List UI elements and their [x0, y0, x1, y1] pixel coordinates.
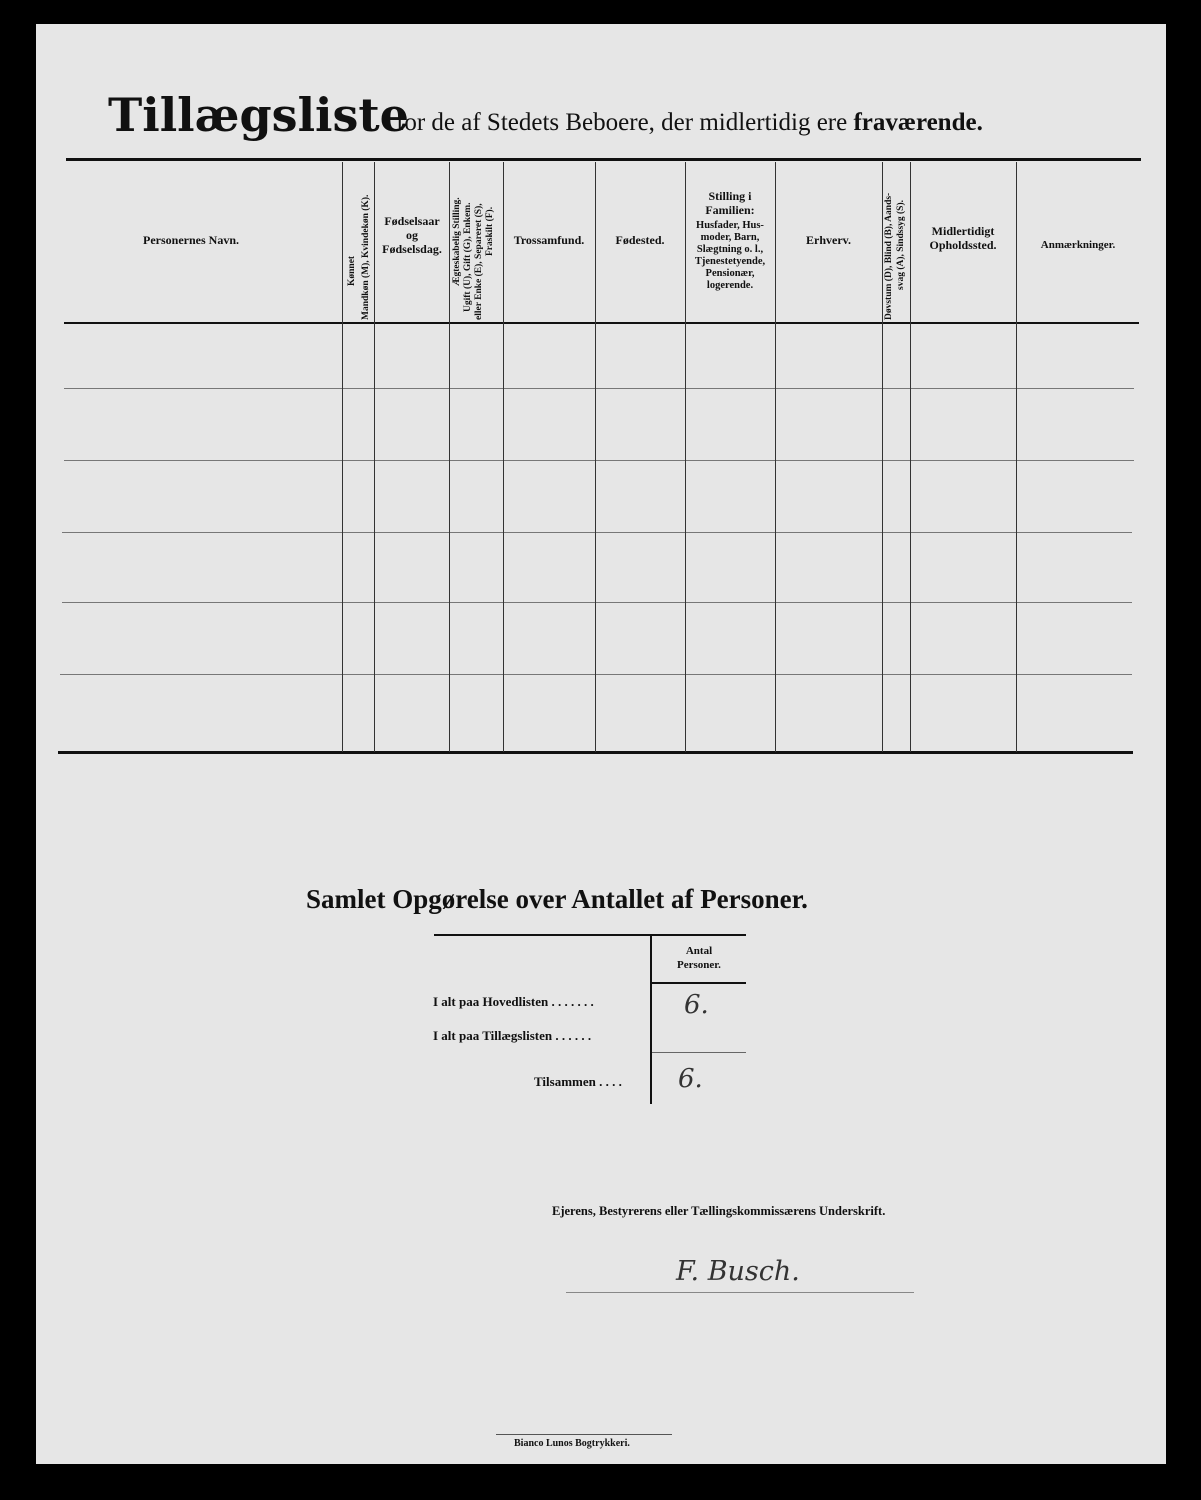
row-line [64, 388, 1134, 389]
summary-subtotal-rule [652, 1052, 746, 1053]
column-divider [882, 162, 883, 752]
col-header-aegt-title: Ægteskabelig Stilling. [452, 197, 462, 286]
col-header-ophold-line: Midlertidigt [931, 224, 995, 238]
census-form-page [36, 24, 1166, 1464]
summary-row-label-hovedlisten: I alt paa Hovedlisten . . . . . . . [433, 994, 594, 1009]
column-divider [910, 162, 911, 752]
summary-col-header [652, 944, 746, 972]
form-subtitle-bold: fraværende. [853, 109, 983, 136]
col-header-navn: Personernes Navn. [143, 233, 239, 247]
row-line [60, 674, 1132, 675]
col-header-foedsel-line: Fødselsaar [384, 214, 440, 228]
col-header-tros: Trossamfund. [513, 233, 585, 247]
col-header-stilling-subline: logerende. [706, 280, 754, 291]
column-divider [503, 162, 504, 752]
col-header-stilling-subline: Slægtning o. l., [696, 244, 764, 255]
col-header-ophold [912, 224, 1014, 252]
form-subtitle [396, 109, 983, 137]
summary-col-header-line: Antal [685, 945, 713, 957]
col-header-stilling-subline: Pensionær, [705, 268, 755, 279]
signature-label: Ejerens, Bestyrerens eller Tællingskommissærens Underskrift. [552, 1204, 886, 1218]
column-divider [595, 162, 596, 752]
col-header-stilling-subline: moder, Barn, [700, 232, 760, 243]
summary-top-rule [434, 934, 746, 936]
column-divider [342, 162, 343, 752]
col-header-stilling [686, 189, 774, 292]
col-header-anm: Anmærkninger. [1040, 239, 1116, 251]
col-header-ophold-line: Opholdssted. [929, 238, 997, 252]
summary-value-hovedlisten: 6. [684, 990, 709, 1020]
summary-row-label-tilsammen: Tilsammen . . . . [534, 1074, 622, 1089]
summary-col-header-line: Personer. [677, 959, 721, 971]
table-header-rule [64, 322, 1139, 324]
col-header-koen: Kønnet [347, 255, 357, 286]
col-header-aegt-line: Fraskilt (F). [485, 206, 495, 256]
row-line [62, 532, 1132, 533]
col-header-koen-sub: Mandkøn (M), Kvindekøn (K). [361, 194, 371, 320]
col-header-foedested: Fødested. [615, 233, 665, 247]
col-header-doev-line: Døvstum (D), Blind (B), Aands- [884, 192, 894, 320]
col-header-aegt-line: eller Enke (E), Separeret (S), [474, 203, 484, 320]
summary-value-tilsammen: 6. [678, 1064, 703, 1094]
col-header-foedsel [376, 214, 448, 256]
col-header-stilling-subline: Husfader, Hus- [696, 220, 764, 231]
printer-rule [496, 1434, 672, 1435]
printer-imprint: Bianco Lunos Bogtrykkeri. [514, 1438, 630, 1449]
form-title: Tillægsliste [108, 88, 409, 142]
col-header-stilling-line: Stilling i [708, 189, 752, 203]
signature-line [566, 1292, 914, 1293]
col-header-doev-line: svag (A), Sindssyg (S). [896, 199, 906, 290]
summary-title: Samlet Opgørelse over Antallet af Personer. [306, 884, 808, 914]
row-line [62, 602, 1132, 603]
col-header-stilling-sub [686, 220, 774, 292]
col-header-foedsel-line: og [406, 228, 418, 242]
col-header-erhverv: Erhverv. [806, 233, 851, 247]
col-header-stilling-line: Familien: [705, 203, 755, 217]
column-divider [449, 162, 450, 752]
table-top-rule [66, 158, 1141, 161]
signature-handwritten: F. Busch. [676, 1256, 800, 1287]
form-subtitle-text: for de af Stedets Beboere, der midlertidig ere [396, 109, 848, 136]
column-divider [374, 162, 375, 752]
col-header-stilling-subline: Tjenestetyende, [694, 256, 766, 267]
col-header-foedsel-line: Fødselsdag. [382, 242, 442, 256]
summary-header-rule [652, 982, 746, 984]
col-header-aegt-line: Ugift (U), Gift (G), Enkem. [463, 202, 473, 312]
column-divider [1016, 162, 1017, 752]
column-divider [775, 162, 776, 752]
row-line [64, 460, 1134, 461]
summary-row-label-tillaegslisten: I alt paa Tillægslisten . . . . . . [433, 1028, 592, 1043]
